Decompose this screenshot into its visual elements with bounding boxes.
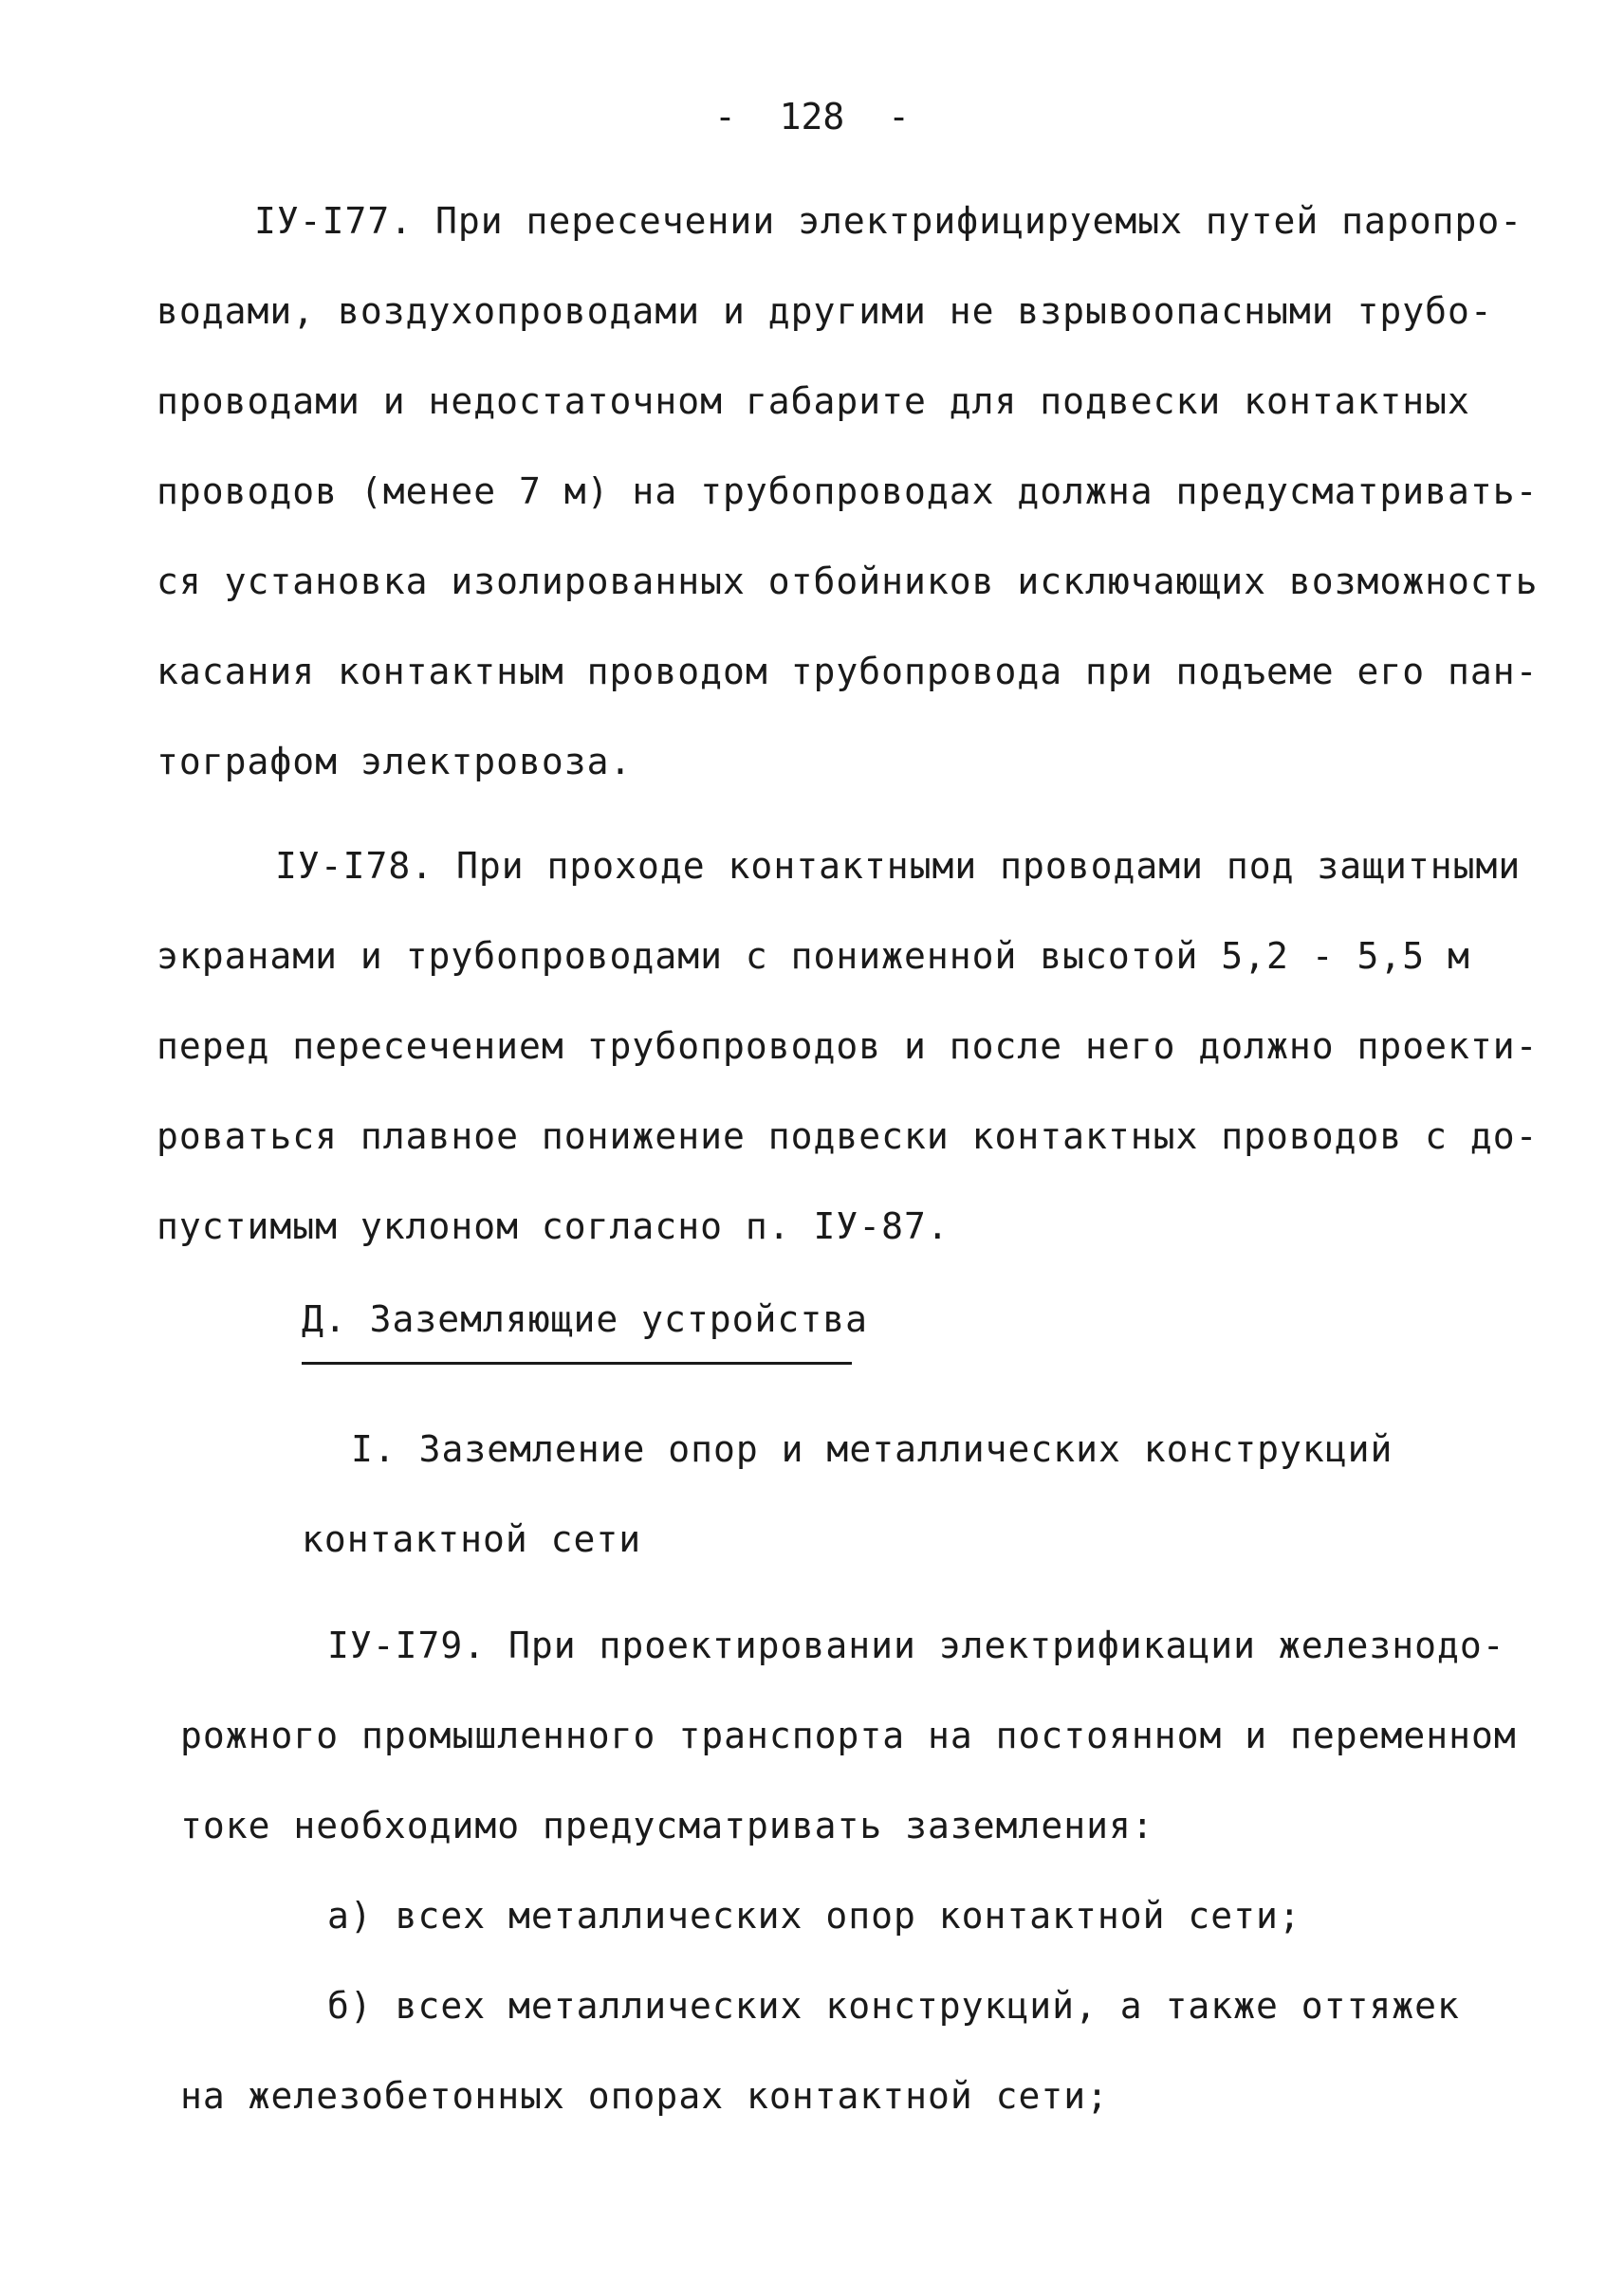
text-line: пустимым уклоном согласно п. IУ-87. (157, 1205, 950, 1247)
subheading-line: контактной сети (302, 1518, 642, 1560)
heading-underline (302, 1362, 852, 1365)
text-line: IУ-I79. При проектировании электрификации железнодо- (327, 1625, 1505, 1666)
text-line: IУ-I78. При проходе контактными проводами под защитными (275, 845, 1522, 887)
text-line: экранами и трубопроводами с пониженной высотой 5,2 - 5,5 м (157, 935, 1470, 977)
text-line: проводами и недостаточном габарите для подвески контактных (157, 380, 1470, 422)
list-item: б) всех металлических конструкций, а также оттяжек (327, 1985, 1460, 2027)
text-line: IУ-I77. При пересечении электрифицируемых путей паропро- (254, 200, 1523, 242)
text-line: проводов (менее 7 м) на трубопроводах должна предусматривать- (157, 470, 1539, 512)
text-line: касания контактным проводом трубопровода при подъеме его пан- (157, 651, 1539, 692)
text-line: рожного промышленного транспорта на постоянном и переменном (180, 1715, 1517, 1756)
text-line: на железобетонных опорах контактной сети; (180, 2075, 1109, 2117)
section-heading: Д. Заземляющие устройства (302, 1298, 868, 1340)
text-line: ся установка изолированных отбойников исключающих возможность (157, 560, 1539, 602)
text-line: токе необходимо предусматривать заземления: (180, 1805, 1154, 1846)
page-number: - 128 - (714, 96, 910, 138)
text-line: роваться плавное понижение подвески контактных проводов с до- (157, 1115, 1539, 1157)
text-line: тографом электровоза. (157, 741, 633, 782)
list-item: а) всех металлических опор контактной сети; (327, 1895, 1301, 1937)
text-line: водами, воздухопроводами и другими не взрывоопасными трубо- (157, 290, 1493, 332)
text-line: перед пересечением трубопроводов и после него должно проекти- (157, 1025, 1539, 1067)
subheading-line: I. Заземление опор и металлических конструкций (351, 1428, 1393, 1470)
